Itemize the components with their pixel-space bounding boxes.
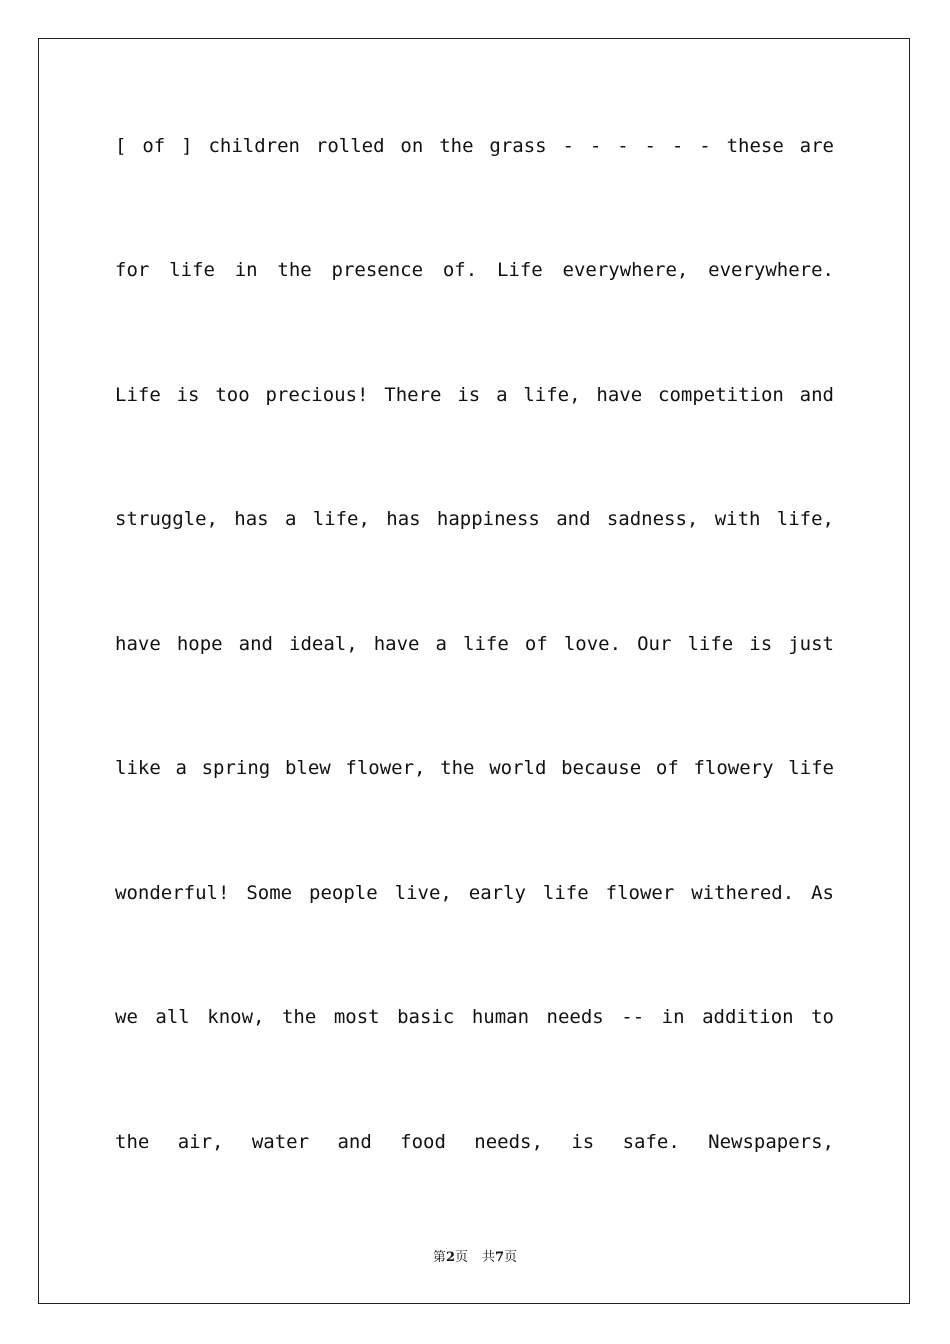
text-line: have hope and ideal, have a life of love. Our life is just xyxy=(115,633,834,655)
page-prefix: 第 xyxy=(432,1250,446,1265)
page-suffix: 页 xyxy=(454,1250,468,1265)
text-line: wonderful! Some people live, early life flower withered. As xyxy=(115,882,834,904)
text-line: Life is too precious! There is a life, have competition and xyxy=(115,384,834,406)
text-line: for life in the presence of. Life everywhere, everywhere. xyxy=(115,259,834,281)
total-suffix: 页 xyxy=(504,1250,518,1265)
total-prefix: 共 xyxy=(482,1250,496,1265)
page-footer xyxy=(0,1246,950,1265)
text-line: struggle, has a life, has happiness and sadness, with life, xyxy=(115,508,834,530)
text-line: [ of ] children rolled on the grass - - - - - - these are xyxy=(115,135,834,157)
text-line: the air, water and food needs, is safe. Newspapers, xyxy=(115,1131,834,1153)
text-line: we all know, the most basic human needs -- in addition to xyxy=(115,1006,834,1028)
text-line: like a spring blew flower, the world because of flowery life xyxy=(115,757,834,779)
page-frame xyxy=(38,38,910,1304)
page-total: 7 xyxy=(495,1250,505,1265)
page-current: 2 xyxy=(445,1250,455,1265)
